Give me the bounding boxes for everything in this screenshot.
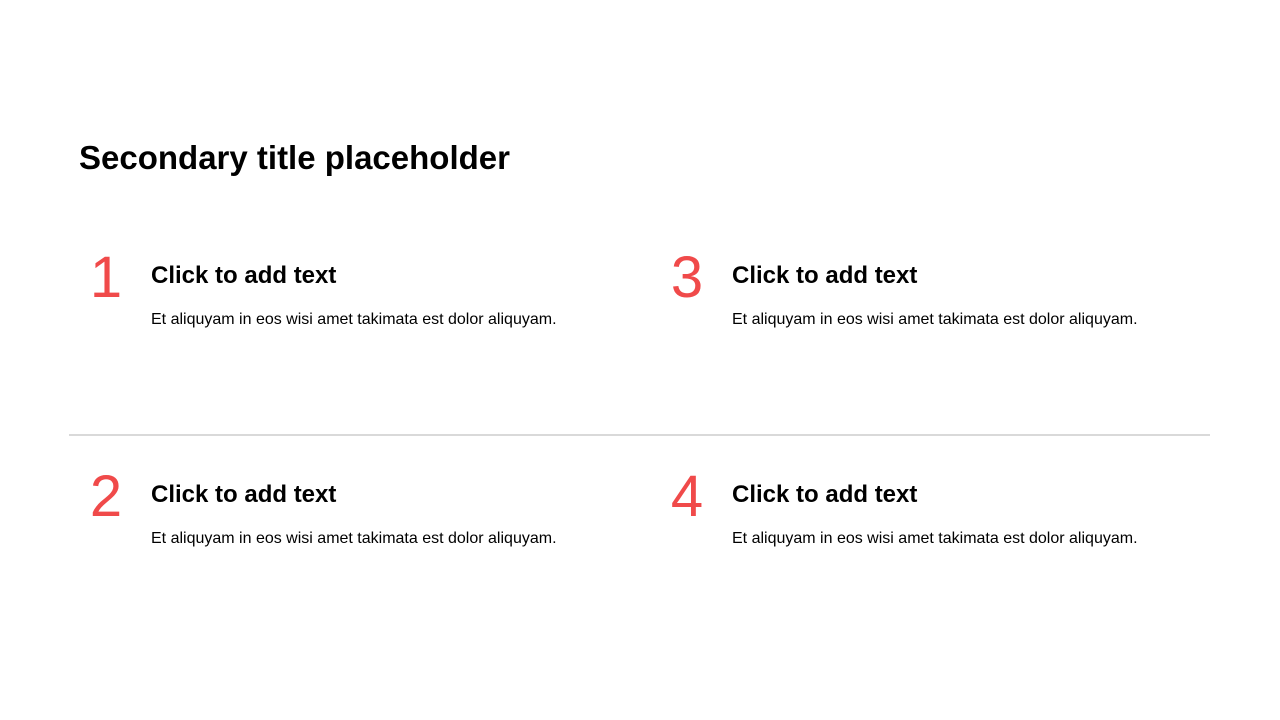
list-item-2 [78,464,638,584]
list-item-1 [78,245,638,365]
item-body-text[interactable]: Et aliquyam in eos wisi amet takimata est dolor aliquyam. [151,530,557,547]
item-body-text[interactable]: Et aliquyam in eos wisi amet takimata est dolor aliquyam. [151,311,557,328]
item-number: 4 [670,464,704,529]
list-item-4 [659,464,1219,584]
item-heading-placeholder[interactable]: Click to add text [732,262,918,289]
slide-title[interactable]: Secondary title placeholder [79,139,510,176]
section-divider [69,434,1210,436]
item-heading-placeholder[interactable]: Click to add text [732,481,918,508]
item-body-text[interactable]: Et aliquyam in eos wisi amet takimata est dolor aliquyam. [732,311,1138,328]
item-number: 1 [89,245,123,310]
item-heading-placeholder[interactable]: Click to add text [151,262,337,289]
item-number: 3 [670,245,704,310]
item-heading-placeholder[interactable]: Click to add text [151,481,337,508]
item-body-text[interactable]: Et aliquyam in eos wisi amet takimata est dolor aliquyam. [732,530,1138,547]
list-item-3 [659,245,1219,365]
item-number: 2 [89,464,123,529]
